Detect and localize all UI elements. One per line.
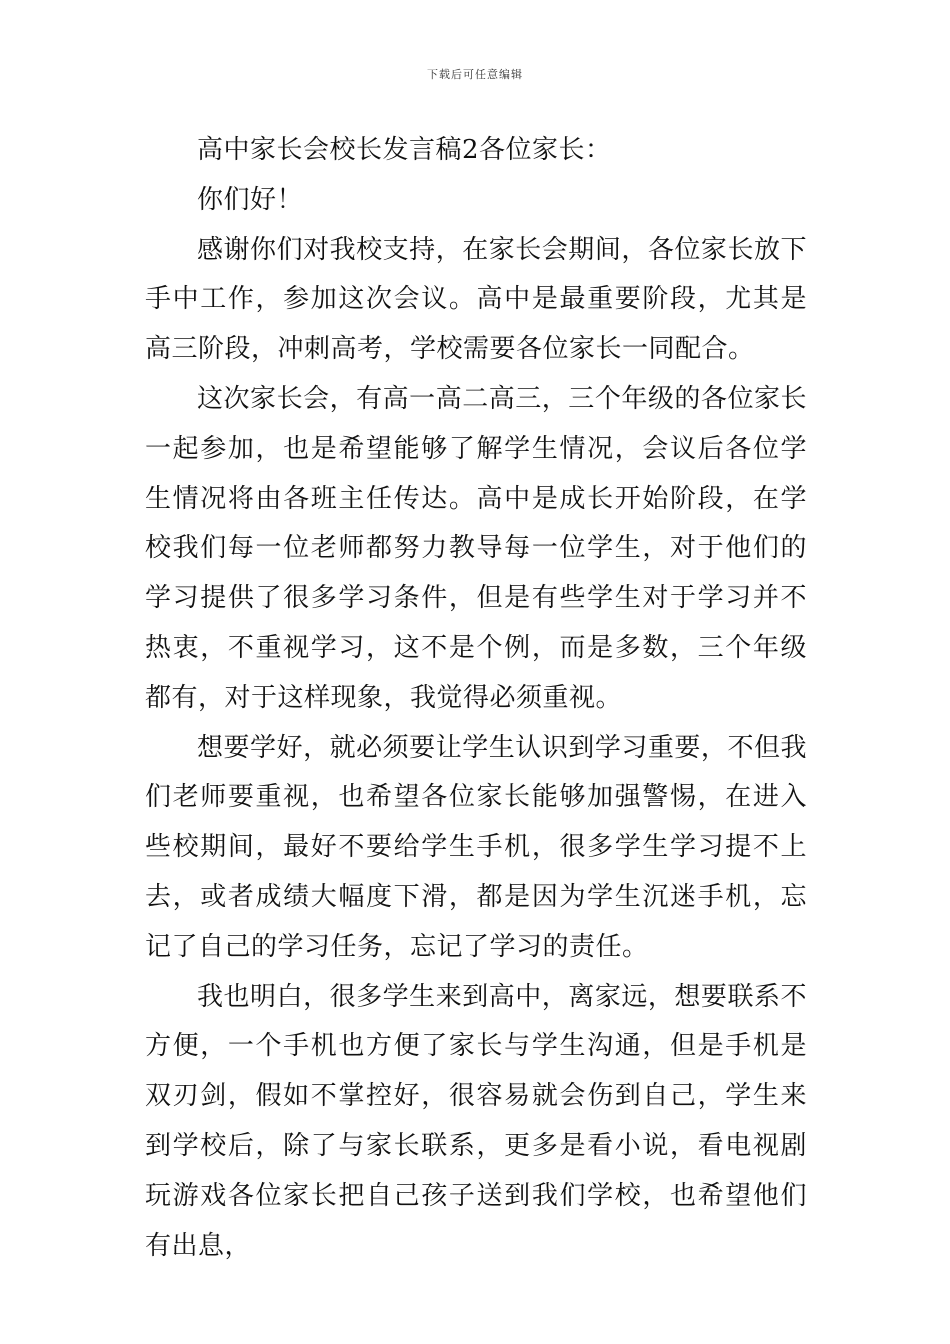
paragraph: 这次家长会，有高一高二高三，三个年级的各位家长一起参加，也是希望能够了解学生情况，会议后各位学生情况将由各班主任传达。高中是成长开始阶段，在学校我们每一位老师都努力教导每一位学生，对于他们的学习提供了很多学习条件，但是有些学生对于学习并不热衷，不重视学习，这不是个例，而是多数，三个年级都有，对于这样现象，我觉得必须重视。 xyxy=(145,383,807,713)
paragraph-title: 高中家长会校长发言稿2各位家长： xyxy=(197,135,612,165)
paragraph: 我也明白，很多学生来到高中，离家远，想要联系不方便，一个手机也方便了家长与学生沟通，但是手机是双刃剑，假如不掌控好，很容易就会伤到自己，学生来到学校后，除了与家长联系，更多是看小说，看电视剧玩游戏各位家长把自己孩子送到我们学校，也希望他们有出息， xyxy=(145,981,807,1261)
paragraph: 感谢你们对我校支持，在家长会期间，各位家长放下手中工作，参加这次会议。高中是最重要阶段，尤其是高三阶段，冲刺高考，学校需要各位家长一同配合。 xyxy=(145,234,807,365)
document-body xyxy=(145,126,807,1271)
paragraph-greeting: 你们好！ xyxy=(197,184,304,215)
paragraph: 想要学好，就必须要让学生认识到学习重要，不但我们老师要重视，也希望各位家长能够加强警惕，在进入些校期间，最好不要给学生手机，很多学生学习提不上去，或者成绩大幅度下滑，都是因为学生沉迷手机，忘记了自己的学习任务，忘记了学习的责任。 xyxy=(145,732,807,962)
header-note: 下载后可任意编辑 xyxy=(427,68,523,81)
